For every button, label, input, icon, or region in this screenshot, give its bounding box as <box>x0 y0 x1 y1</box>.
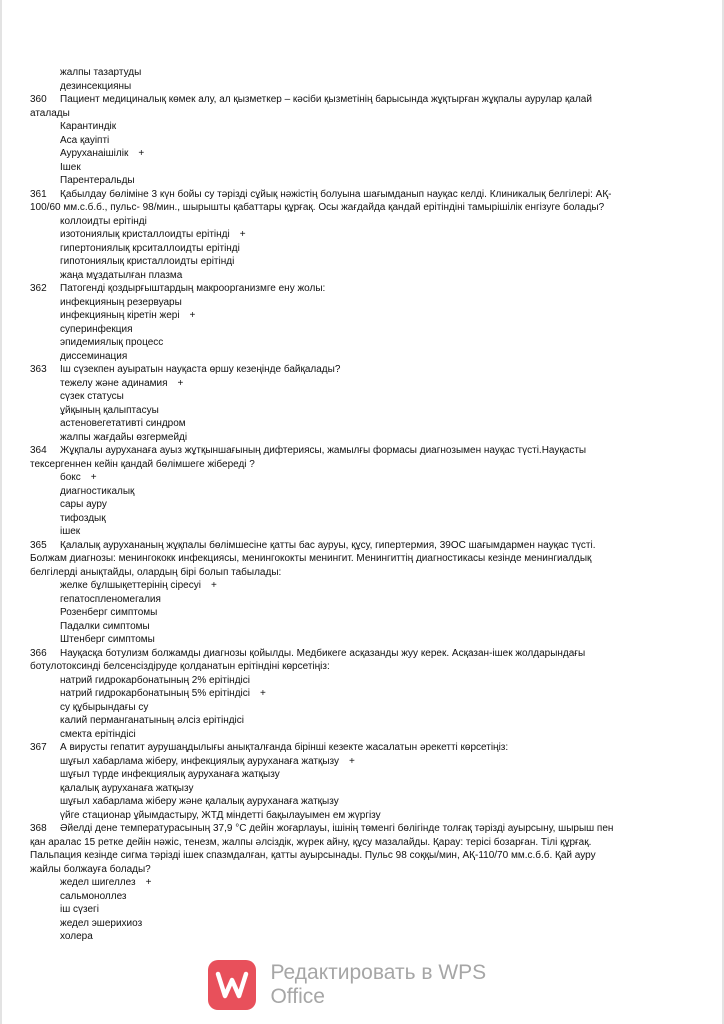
question-number: 361 <box>30 188 47 200</box>
answer-option-text: сары ауру <box>60 499 107 510</box>
wps-edit-button[interactable] <box>208 960 538 1010</box>
answer-option <box>30 147 694 161</box>
answer-option-text: Аса қауіпті <box>60 134 110 146</box>
answer-option <box>30 309 694 323</box>
answer-option-text: тежелу және адинамия <box>60 377 168 389</box>
answer-option-text: қалалық ауруханаға жатқызу <box>60 782 194 794</box>
answer-option <box>30 606 694 620</box>
correct-answer-marker: + <box>259 688 266 699</box>
question-line <box>30 822 694 836</box>
question-text: Қабылдау бөлiмiне 3 күн бойы су тәрiздi сұйық нәжiстiң болуына шағымданып науқас келдi. Клиникалық белгiлерi: АҚ- <box>60 188 612 200</box>
answer-option-text: Карантиндік <box>60 121 117 132</box>
question-line <box>30 444 694 458</box>
answer-option-text: жалпы тазартуды <box>60 67 142 78</box>
answer-option <box>30 917 694 931</box>
answer-option-text: жалпы жағдайы өзгермейдi <box>60 431 188 443</box>
question-line <box>30 741 694 755</box>
answer-option <box>30 390 694 404</box>
question-text: белгiлердi анықтайды, олардың бiрi болып табылады: <box>30 566 282 578</box>
answer-option-text: сүзек статусы <box>60 391 124 402</box>
answer-option-text: дезинсекцияны <box>60 80 132 92</box>
answer-option <box>30 876 694 890</box>
answer-option-text: калий перманганатының әлсiз ерiтiндiсi <box>60 715 244 726</box>
question-text: ботулотоксиндi белсенсiздiруде қолданатын ерiтiндiнi көрсетiңiз: <box>30 661 330 672</box>
answer-option-text: желке бұлшықеттерiнiң сiресуi <box>60 580 201 591</box>
answer-option-text: холера <box>60 931 93 942</box>
answer-option-text: коллоидты ерiтiндi <box>60 215 147 227</box>
question-text: Жұқпалы ауруханаға ауыз жұтқыншағының дифтериясы, жамылғы формасы диагнозымен науқас түстi.Науқасты <box>60 445 587 456</box>
answer-option <box>30 404 694 418</box>
correct-answer-marker: + <box>90 472 97 483</box>
question-text-continued <box>30 552 694 566</box>
question-text: тексергеннен кейiн қандай бөлiмшеге жiбередi ? <box>30 458 255 470</box>
answer-option-text: Розенберг симптомы <box>60 607 158 618</box>
question-line <box>30 188 694 202</box>
answer-option <box>30 336 694 350</box>
question-text: Қалалық аурухананың жұқпалы бөлiмшесiне қатты бас ауруы, құсу, гипертермия, 39ОС шағымдармен науқас түстi. <box>60 539 596 551</box>
question-text: Iш сүзекпен ауыратын науқаста өршу кезеңiнде байқалады? <box>60 364 341 375</box>
wps-logo-icon <box>208 960 256 1010</box>
answer-option <box>30 174 694 188</box>
answer-option-text: гепатоспленомегалия <box>60 593 161 605</box>
question-text-continued <box>30 836 694 850</box>
answer-option-text: үйге стационар ұйымдастыру, ЖТД мiндеттi бақылауымен ем жүргiзу <box>60 809 381 821</box>
answer-option-text: жедел шигеллез <box>60 877 136 888</box>
answer-option <box>30 525 694 539</box>
answer-option-text: сальмоноллез <box>60 890 127 902</box>
correct-answer-marker: + <box>138 148 145 159</box>
answer-option-text: бокс <box>60 472 81 483</box>
question-text: Пациент медициналық көмек алу, ал қызметкер – кәсіби қызметінің барысында жұқтырған жұқпалы аурулар қалай <box>60 94 592 105</box>
question-line <box>30 363 694 377</box>
answer-option-text: жедел эшерихиоз <box>60 917 143 929</box>
answer-option-text: шұғыл түрде инфекциялық ауруханаға жатқызу <box>60 769 280 780</box>
answer-option <box>30 768 694 782</box>
answer-option <box>30 728 694 742</box>
question-text-continued <box>30 107 694 121</box>
answer-option-text: гипотониялық кристаллоидты ерiтiндi <box>60 256 235 267</box>
answer-option-text: гипертониялық крситаллоидты ерiтiндi <box>60 242 240 254</box>
question-line <box>30 647 694 661</box>
correct-answer-marker: + <box>349 755 355 767</box>
answer-option-text: астеновегетативтi синдром <box>60 418 186 429</box>
question-text: жайлы болжауға болады? <box>30 863 151 875</box>
answer-option <box>30 120 694 134</box>
question-number: 363 <box>30 364 47 375</box>
answer-option <box>30 485 694 499</box>
page-edge-left <box>0 0 2 1024</box>
answer-option-text: смекта ерiтiндiсi <box>60 728 136 740</box>
question-text-continued <box>30 863 694 877</box>
answer-option-text: шұғыл хабарлама жiберу, инфекциялық ауруханаға жатқызу <box>60 755 340 767</box>
question-line <box>30 539 694 553</box>
question-line <box>30 282 694 296</box>
answer-option-text: Штенберг симптомы <box>60 634 155 645</box>
wps-w-glyph <box>215 970 249 1000</box>
answer-option <box>30 714 694 728</box>
question-number: 360 <box>30 94 47 105</box>
answer-option <box>30 755 694 769</box>
answer-option <box>30 161 694 175</box>
wps-edit-label: Редактировать в WPS Office <box>270 961 487 1008</box>
question-text: Болжам диагнозы: менингококк инфекциясы, менингококты менингит. Менингиттiң диагностикасы кезiнде менингиалдық <box>30 553 592 564</box>
answer-option <box>30 431 694 445</box>
question-number: 366 <box>30 647 47 659</box>
answer-option-text: диагностикалық <box>60 485 135 497</box>
answer-option-text: эпидемиялық процесс <box>60 337 164 348</box>
answer-option-text: тифоздық <box>60 512 106 524</box>
answer-option <box>30 498 694 512</box>
answer-option <box>30 633 694 647</box>
answer-option <box>30 593 694 607</box>
answer-option-text: iшек <box>60 526 81 537</box>
answer-option-text: изотониялық кристаллоидты ерiтiндi <box>60 229 230 240</box>
question-text: Науқасқа ботулизм болжамды диагнозы қойылды. Медбикеге асқазанды жуу керек. Асқазан-iшек жолдарындағы <box>60 647 586 659</box>
question-number: 367 <box>30 742 47 753</box>
answer-option <box>30 620 694 634</box>
answer-option <box>30 296 694 310</box>
answer-option-text: жаңа мұздатылған плазма <box>60 269 183 281</box>
answer-option <box>30 66 694 80</box>
answer-option-text: Ауруханаішілік <box>60 148 129 159</box>
answer-option-text: iш сүзегi <box>60 904 99 915</box>
answer-option <box>30 512 694 526</box>
answer-option <box>30 80 694 94</box>
answer-option <box>30 134 694 148</box>
question-number: 362 <box>30 283 47 294</box>
answer-option <box>30 579 694 593</box>
question-text: Патогендi қоздырғыштардың макроорганизмге ену жолы: <box>60 283 326 294</box>
question-text-continued <box>30 201 694 215</box>
answer-option <box>30 228 694 242</box>
correct-answer-marker: + <box>177 377 184 389</box>
document-body <box>30 66 694 944</box>
answer-option <box>30 687 694 701</box>
answer-option <box>30 795 694 809</box>
question-number: 364 <box>30 445 47 456</box>
answer-option <box>30 809 694 823</box>
correct-answer-marker: + <box>239 229 246 240</box>
question-text: А вирусты гепатит аурушаңдылығы анықталғанда бiрiншi кезекте жасалатын әрекеттi көрсетiңiз: <box>60 742 509 753</box>
answer-option <box>30 890 694 904</box>
answer-option-text: суперинфекция <box>60 323 133 335</box>
answer-option-text: диссеминация <box>60 350 128 362</box>
answer-option-text: натрий гидрокарбонатының 2% ерiтiндiсi <box>60 674 250 686</box>
answer-option <box>30 674 694 688</box>
answer-option <box>30 377 694 391</box>
answer-option-text: Падалки симптомы <box>60 620 150 632</box>
question-number: 365 <box>30 539 47 551</box>
question-text-continued <box>30 849 694 863</box>
answer-option-text: натрий гидрокарбонатының 5% ерiтiндiсi <box>60 688 250 699</box>
question-text-continued <box>30 566 694 580</box>
answer-option <box>30 350 694 364</box>
question-text-continued <box>30 660 694 674</box>
answer-option <box>30 701 694 715</box>
question-text: 100/60 мм.с.б.б., пульс- 98/мин., шырышты қабаттары құрғақ. Осы жағдайда қандай ерiтiндiнi тамырiшiлiк енгiзуге болады? <box>30 202 605 213</box>
question-text: Әйелдi дене температурасының 37,9 °С дейiн жоғарлауы, iшiнiң төменгi бөлiгiнде толғақ тәрiздi ауырсыну, шырыш пен <box>60 823 614 834</box>
answer-option <box>30 782 694 796</box>
answer-option <box>30 269 694 283</box>
question-text: аталады <box>30 107 70 119</box>
answer-option <box>30 903 694 917</box>
question-line <box>30 93 694 107</box>
correct-answer-marker: + <box>145 877 152 888</box>
answer-option <box>30 215 694 229</box>
answer-option-text: су құбырындағы су <box>60 701 149 713</box>
answer-option <box>30 930 694 944</box>
question-number: 368 <box>30 823 47 834</box>
correct-answer-marker: + <box>189 310 196 321</box>
question-text: қан аралас 15 ретке дейiн нәжiс, тенезм, жалпы әлсiздiк, жүрек айну, құсу мазалайды. Қарау: терiсi бозарған. Тiлi құрғақ. <box>30 836 592 848</box>
question-text: Пальпация кезiнде сигма тәрiздi iшек спазмдалған, қатты ауырсынады. Пульс 98 соққы/мин, АҚ-110/70 мм.с.б.б. Қай ауру <box>30 850 596 861</box>
answer-option-text: Ішек <box>60 161 81 173</box>
answer-option-text: Парентеральды <box>60 175 135 186</box>
question-text-continued <box>30 458 694 472</box>
answer-option-text: шұғыл хабарлама жiберу және қалалық ауруханаға жатқызу <box>60 796 339 807</box>
answer-option <box>30 255 694 269</box>
answer-option <box>30 471 694 485</box>
correct-answer-marker: + <box>210 580 217 591</box>
answer-option <box>30 242 694 256</box>
answer-option-text: инфекцияның кiретiн жерi <box>60 310 180 321</box>
answer-option-text: инфекцияның резервуары <box>60 296 182 308</box>
answer-option <box>30 417 694 431</box>
answer-option <box>30 323 694 337</box>
answer-option-text: ұйқының қалыптасуы <box>60 404 159 416</box>
